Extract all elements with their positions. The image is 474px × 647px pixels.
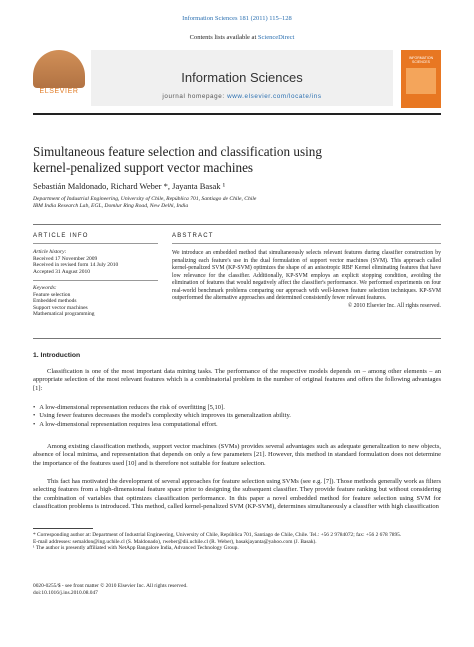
article-info-heading: ARTICLE INFO <box>33 233 89 239</box>
cover-artwork <box>406 68 436 94</box>
intro-paragraph-2: Among existing classification methods, support vector machines (SVMs) provides several advantages such as adequate generalization to new objects, absence of local minima, and representation that depends on only a few parameters [21]. However, this method in standard formulation does not determine the importance of the features used [10] and is therefore not suitable for feature selection. <box>33 443 441 467</box>
homepage-link[interactable]: www.elsevier.com/locate/ins <box>227 93 322 100</box>
abstract-text: We introduce an embedded method that simultaneously selects relevant features during classifier construction by penalizing each feature's use in the dual formulation of support vector machines (SVM). This approach called kernel-penalized SVM (KP-SVM) optimizes the shape of an anisotropic RBF Kernel eliminating features that have low relevance for the classifier. Additionally, KP-SVM employs an explicit stopping condition, avoiding the elimination of features that would negatively affect the classifier's performance. We performed experiments on four real-world benchmark problems comparing our approach with well-known feature selection techniques. KP-SVM outperformed the alternative approaches and determined consistently fewer relevant features. © 2010 Elsevier Inc. All rights reserved. <box>172 250 441 309</box>
keyword-item: Support vector machines <box>33 304 88 311</box>
email-addresses[interactable]: E-mail addresses: semaldon@ing.uchile.cl (S. Maldonado), rweber@dii.uchile.cl (R. Weber), basakjayanta@yahoo.com (J. Basak). <box>33 538 317 545</box>
info-top-rule <box>33 224 441 225</box>
journal-title-box <box>91 50 393 106</box>
copyright: © 2010 Elsevier Inc. All rights reserved. <box>347 302 441 309</box>
abstract-heading: ABSTRACT <box>172 233 214 239</box>
publisher-logo-text: ELSEVIER <box>39 88 79 95</box>
cover-title: INFORMATION SCIENCES <box>408 56 434 64</box>
journal-cover-image <box>401 50 441 108</box>
journal-homepage: journal homepage: www.elsevier.com/locate/ins <box>162 93 322 100</box>
affiliations: Department of Industrial Engineering, University of Chile, República 701, Santiago de Chile, Chile IBM India Research Lab, EGL, Domlur Ring Road, New Delhi, India <box>33 196 257 209</box>
author-list: Sebastián Maldonado, Richard Weber *, Jayanta Basak ¹ <box>33 181 226 191</box>
intro-paragraph-1: Classification is one of the most important data mining tasks. The performance of the respective models depends on – among other elements – an appropriate selection of the most relevant features which is a combinatorial problem in the number of original features and offers the following advantages [1]: <box>33 368 441 392</box>
list-item: • A low-dimensional representation reduces the risk of overfitting [5,10]. <box>33 404 441 412</box>
journal-reference[interactable]: Information Sciences 181 (2011) 115–128 <box>182 15 292 22</box>
doi-link[interactable]: doi:10.1016/j.ins.2010.08.047 <box>33 589 98 596</box>
journal-banner <box>33 33 441 111</box>
intro-paragraph-3: This fact has motivated the development of several approaches for feature selection using SVMs (see e.g. [7]). Those methods generally work as filters selecting features from a high-dimensional feature space prior to designing the subsequent classifier. They provide feature ranking but without considering the combination of variables that optimizes classification performance. In this paper a novel embedded method for feature selection using SVM for classification problems is introduced. This method, called kernel-penalized SVM (KP-SVM), determines simultaneously a classifier with high classification <box>33 478 441 511</box>
front-matter: 0020-0255/$ - see front matter © 2010 Elsevier Inc. All rights reserved. doi:10.1016/j.ins.2010.08.047 <box>33 583 441 596</box>
list-item: • A low-dimensional representation requires less computational effort. <box>33 421 441 429</box>
sciencedirect-link[interactable]: ScienceDirect <box>257 34 295 41</box>
tree-icon <box>33 50 85 88</box>
header-divider <box>33 113 441 115</box>
footnotes: * Corresponding author at: Department of Industrial Engineering, University of Chile, República 701, Santiago de Chile, Chile. Tel.: +56 2 9784072; fax: +56 2 678 7895. E-mail addresses: semaldon@ing.uchile.cl (S. Maldonado), rweber@dii.uchile.cl (R. Weber), basakjayanta@yahoo.com (J. Basak). ¹ The author is presently affiliated with NetApp Bangalore India, Advanced Technology Group. <box>33 532 441 552</box>
keyword-item: Mathematical programming <box>33 311 95 318</box>
elsevier-logo <box>33 50 85 98</box>
footnote-rule <box>33 528 93 529</box>
abstract-rule <box>172 243 441 244</box>
keyword-item: Embedded methods <box>33 298 77 305</box>
keyword-item: Feature selection <box>33 291 71 298</box>
list-item: • Using fewer features decreases the model's complexity which improves its generalization ability. <box>33 412 441 420</box>
info-rule <box>33 243 158 244</box>
section-heading: 1. Introduction <box>33 352 81 359</box>
article-title: Simultaneous feature selection and classification using kernel-penalized support vector machines <box>33 144 322 175</box>
article-history: Article history: Received 17 November 2009 Received in revised form 14 July 2010 Accepted 31 August 2010 <box>33 249 119 275</box>
advantages-list <box>33 404 441 429</box>
keywords-rule <box>33 280 158 281</box>
journal-title: Information Sciences <box>181 70 303 85</box>
contents-line: Contents lists available at ScienceDirect <box>189 34 295 41</box>
abstract-bottom-rule <box>33 338 441 339</box>
keywords: Keywords: Feature selection Embedded methods Support vector machines Mathematical programming <box>33 285 163 318</box>
